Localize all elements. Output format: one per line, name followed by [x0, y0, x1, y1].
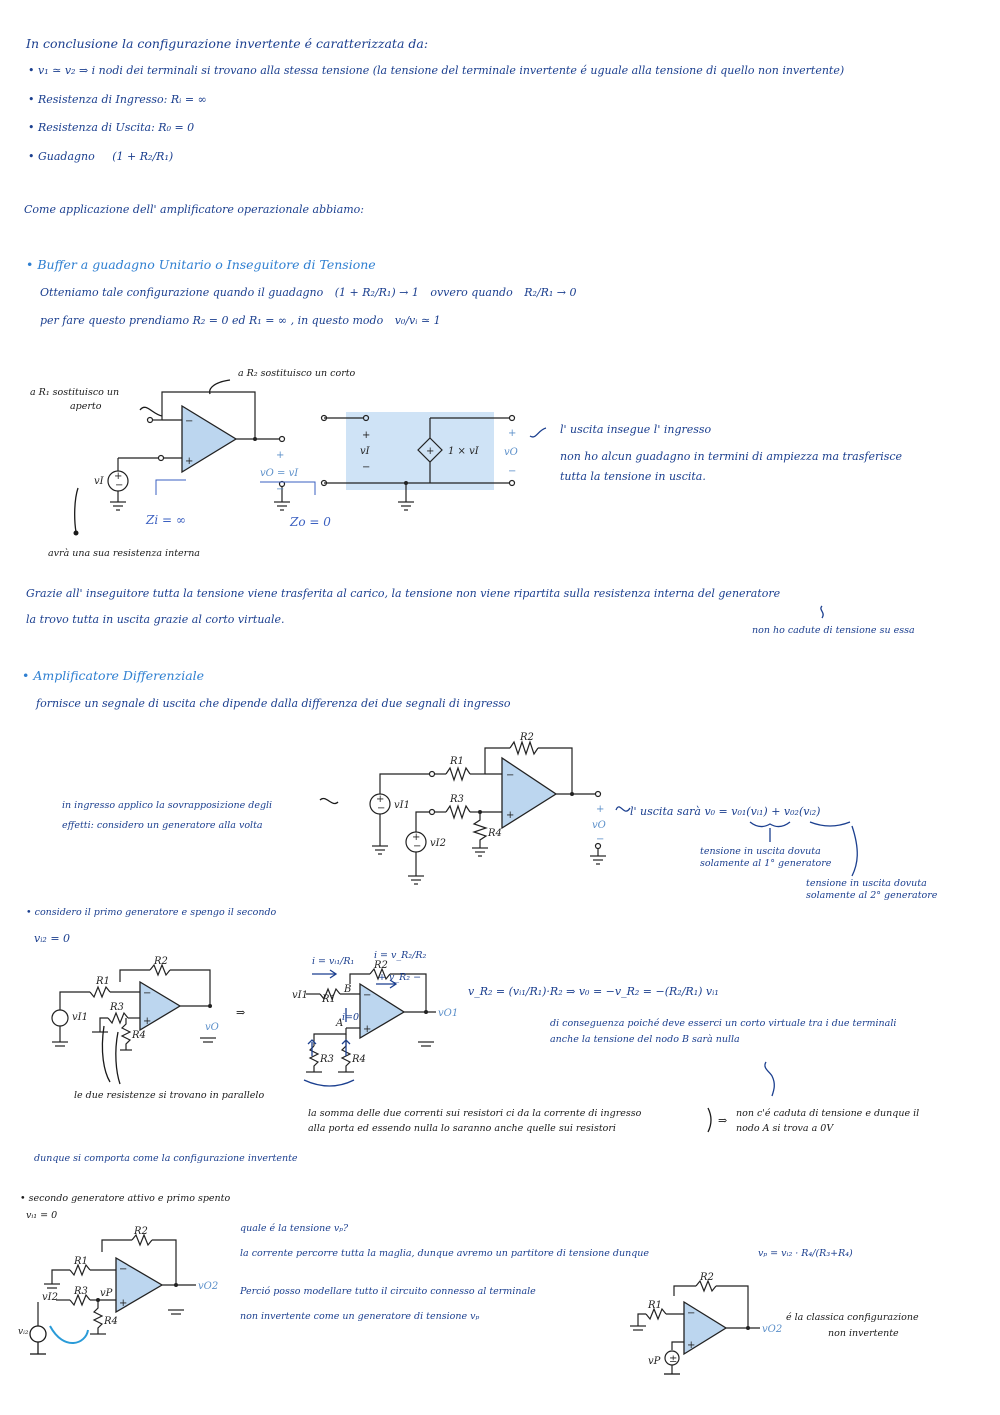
svg-text:R3: R3 [74, 1286, 88, 1297]
svg-text:+: + [412, 832, 421, 843]
output-note-arrow [530, 428, 546, 437]
note-r1-b: aperto [70, 401, 102, 412]
model-out-minus: − [508, 466, 517, 477]
intro-bullet-1: • v₁ ≃ v₂ ⇒ i nodi dei terminali si trovano alla stessa tensione (la tensione del terminale invertente é uguale alla tensione di quello non invertente) [28, 64, 845, 77]
buffer-title: • Buffer a guadagno Unitario o Inseguitore di Tensione [26, 257, 376, 272]
svg-text:−: − [185, 416, 194, 427]
case1-conclusion-1: non c'é caduta di tensione e dunque il [736, 1108, 920, 1119]
label-r4: R4 [488, 828, 502, 839]
out-minus: − [276, 484, 285, 495]
label-r2: R2 [520, 732, 534, 743]
diff-note-2b: solamente al 2° generatore [806, 890, 938, 901]
svg-text:+: + [376, 794, 385, 805]
node-a: A [336, 1018, 344, 1029]
intro-line: In conclusione la configurazione invertente é caratterizzata da: [26, 36, 429, 51]
case1-current-2: i = v_R₂/R₂ [374, 950, 427, 961]
buffer-line-1c: ovvero quando [430, 286, 513, 299]
case2-circuit-left [16, 1226, 226, 1360]
applications-line: Come applicazione dell' amplificatore operazionale abbiamo: [24, 203, 365, 216]
buffer-line-2 [40, 314, 441, 327]
case2-left-vi2: vI2 [42, 1292, 58, 1303]
buffer-para-1: Grazie all' inseguitore tutta la tensione viene trasferita al carico, la tensione non viene ripartita sulla resistenza interna del generatore [26, 587, 781, 600]
buffer-line-2b: v₀/vᵢ ≃ 1 [394, 314, 441, 327]
svg-text:+: + [143, 1016, 152, 1027]
case1-sum-2: alla porta ed essendo nulla lo saranno anche quelle sui resistori [308, 1123, 616, 1134]
svg-text:±: ± [669, 1354, 678, 1365]
note-r2: a R₂ sostituisco un corto [238, 368, 356, 379]
case2-right-vo2: vO2 [762, 1324, 783, 1335]
diff-left-2: effetti: considero un generatore alla volta [62, 820, 263, 831]
svg-text:R3: R3 [320, 1054, 334, 1065]
diff-left-1: in ingresso applico la sovrapposizione degli [62, 800, 273, 811]
note-output-2: non ho alcun guadagno in termini di ampiezza ma trasferisce [560, 450, 903, 463]
model-vi: vI [360, 446, 370, 457]
svg-text:R2: R2 [374, 960, 388, 971]
svg-text:⇒: ⇒ [718, 1114, 728, 1127]
model-vo: vO [504, 447, 518, 458]
intro-bullet-4 [28, 150, 173, 163]
out-plus: + [276, 450, 285, 461]
diff-note-1a: tensione in uscita dovuta [700, 846, 821, 857]
svg-text:+: + [363, 1024, 372, 1035]
diff-output-eq: l' uscita sarà v₀ = v₀₁(vᵢ₁) + v₀₂(vᵢ₂) [630, 805, 821, 818]
case1-i0: i=0 [342, 1012, 360, 1023]
svg-text:−: − [363, 990, 372, 1001]
diff-label-vo: vO [592, 820, 606, 831]
case2-cond: vᵢ₁ = 0 [26, 1210, 58, 1221]
case1-consequence-2: anche la tensione del nodo B sarà nulla [550, 1034, 740, 1045]
case1-current-1: i = vᵢ₁/R₁ [312, 956, 355, 967]
svg-text:R2: R2 [700, 1272, 714, 1283]
case1-consequence-1: di conseguenza poiché deve esserci un corto virtuale tra i due terminali [550, 1018, 897, 1029]
label-zi: Zi = ∞ [146, 513, 186, 527]
model-plus: + [362, 430, 371, 441]
label-vi2: vI2 [430, 838, 446, 849]
intro-bullet-3: • Resistenza di Uscita: R₀ = 0 [28, 121, 195, 134]
label-zo: Zo = 0 [290, 515, 331, 529]
buffer-para-2: la trovo tutta in uscita grazie al corto virtuale. [26, 613, 285, 626]
svg-text:R1: R1 [322, 994, 336, 1005]
case1-vo1: vO1 [438, 1008, 459, 1019]
svg-text:+: + [114, 471, 123, 482]
internal-note-dot [74, 531, 79, 536]
case1-parallel: le due resistenze si trovano in parallelo [74, 1090, 265, 1101]
diff-title: • Amplificatore Differenziale [22, 668, 205, 683]
note-output-3: tutta la tensione in uscita. [560, 470, 706, 483]
case2-left-vp: vP [100, 1288, 113, 1299]
case2-right-vp: vP [648, 1356, 661, 1367]
label-vi1: vI1 [394, 800, 410, 811]
svg-text:−: − [687, 1308, 696, 1319]
buffer-para-note: non ho cadute di tensione su essa [752, 625, 915, 636]
svg-text:R4: R4 [352, 1054, 366, 1065]
svg-text:R2: R2 [134, 1226, 148, 1237]
label-r3: R3 [450, 794, 464, 805]
r1-note-arrow [140, 407, 162, 416]
svg-text:vI1: vI1 [72, 1012, 88, 1023]
svg-text:vI1: vI1 [292, 990, 308, 1001]
case2-title: • secondo generatore attivo e primo spento [20, 1193, 231, 1204]
svg-text:−: − [115, 480, 124, 491]
svg-text:vᵢ₂: vᵢ₂ [18, 1327, 29, 1337]
label-vi: vI [94, 476, 104, 487]
note-internal-resistance: avrà una sua resistenza interna [48, 548, 200, 559]
case1-sum-1: la somma delle due correnti sui resistori ci da la corrente di ingresso [308, 1108, 642, 1119]
svg-text:+: + [596, 804, 605, 815]
intro-bullet-2: • Resistenza di Ingresso: Rᵢ = ∞ [28, 93, 207, 106]
case2-left-vo2: vO2 [198, 1281, 219, 1292]
case1-conclusion-2: nodo A si trova a 0V [736, 1123, 834, 1134]
case1-title: • considero il primo generatore e spengo il secondo [26, 907, 277, 918]
svg-text:+: + [185, 456, 194, 467]
svg-text:R2: R2 [154, 956, 168, 967]
diff-note-2a: tensione in uscita dovuta [806, 878, 927, 889]
svg-text:+: + [426, 446, 435, 457]
model-out-plus: + [508, 428, 517, 439]
case1-vr2: + v_R₂ − [378, 972, 422, 983]
svg-text:R3: R3 [110, 1002, 124, 1013]
buffer-line-1b: (1 + R₂/R₁) → 1 [334, 286, 419, 299]
diff-note-1b: solamente al 1° generatore [700, 858, 832, 869]
case2-classic-2: non invertente [828, 1328, 899, 1339]
bullet-4-label: • Guadagno [28, 150, 95, 163]
internal-note-line [75, 488, 78, 532]
case1-final: dunque si comporta come la configurazione invertente [34, 1153, 298, 1164]
svg-text:+: + [119, 1298, 128, 1309]
label-r1: R1 [450, 756, 464, 767]
buffer-line-1d: R₂/R₁ → 0 [524, 286, 577, 299]
node-b: B [344, 984, 352, 995]
svg-text:R1: R1 [648, 1300, 662, 1311]
case2-line-2: Perció posso modellare tutto il circuito connesso al terminale [240, 1286, 536, 1297]
model-minus: − [362, 462, 371, 473]
buffer-line-2a: per fare questo prendiamo R₂ = 0 ed R₁ = ∞ , in questo modo [40, 314, 384, 327]
svg-text:vO: vO [205, 1022, 219, 1033]
svg-text:R1: R1 [74, 1256, 88, 1267]
svg-text:R4: R4 [104, 1316, 118, 1327]
case2-classic-1: é la classica configurazione [786, 1312, 919, 1323]
case1-equation: v_R₂ = (vᵢ₁/R₁)·R₂ ⇒ v₀ = −v_R₂ = −(R₂/R₁) vᵢ₁ [468, 985, 719, 998]
case1-arrow: ⇒ [236, 1006, 246, 1019]
note-r1-a: a R₁ sostituisco un [30, 387, 120, 398]
svg-text:−: − [377, 803, 386, 814]
label-vo-eq: vO = vI [260, 468, 299, 479]
note-output-1: l' uscita insegue l' ingresso [560, 423, 712, 436]
gain-formula: (1 + R₂/R₁) [112, 150, 174, 163]
svg-text:−: − [413, 841, 422, 852]
buffer-line-1 [40, 286, 577, 299]
svg-text:−: − [596, 834, 605, 845]
case2-circuit-right [620, 1272, 790, 1388]
buffer-circuit [90, 380, 520, 530]
case1-sum-arrow [706, 1106, 736, 1136]
svg-text:+: + [687, 1340, 696, 1351]
svg-text:R4: R4 [132, 1030, 146, 1041]
svg-text:−: − [119, 1264, 128, 1275]
case2-question: quale é la tensione vₚ? [240, 1223, 349, 1234]
buffer-line-1a: Otteniamo tale configurazione quando il guadagno [40, 286, 324, 299]
model-gain: 1 × vI [448, 446, 479, 457]
case2-line-1: la corrente percorre tutta la maglia, dunque avremo un partitore di tensione dunque [240, 1248, 650, 1259]
diff-desc: fornisce un segnale di uscita che dipende dalla differenza dei due segnali di ingresso [36, 697, 511, 710]
case1-cond: vᵢ₂ = 0 [34, 932, 71, 945]
diff-circuit [320, 728, 620, 898]
para-note-brace [816, 604, 836, 624]
svg-text:−: − [143, 988, 152, 999]
svg-text:+: + [506, 810, 515, 821]
case2-line-3: non invertente come un generatore di tensione vₚ [240, 1311, 480, 1322]
case2-formula: vₚ = vᵢ₂ · R₄/(R₃+R₄) [758, 1248, 853, 1259]
svg-text:R1: R1 [96, 976, 110, 987]
case1-consequence-arrow [760, 1060, 790, 1100]
svg-text:−: − [506, 770, 515, 781]
